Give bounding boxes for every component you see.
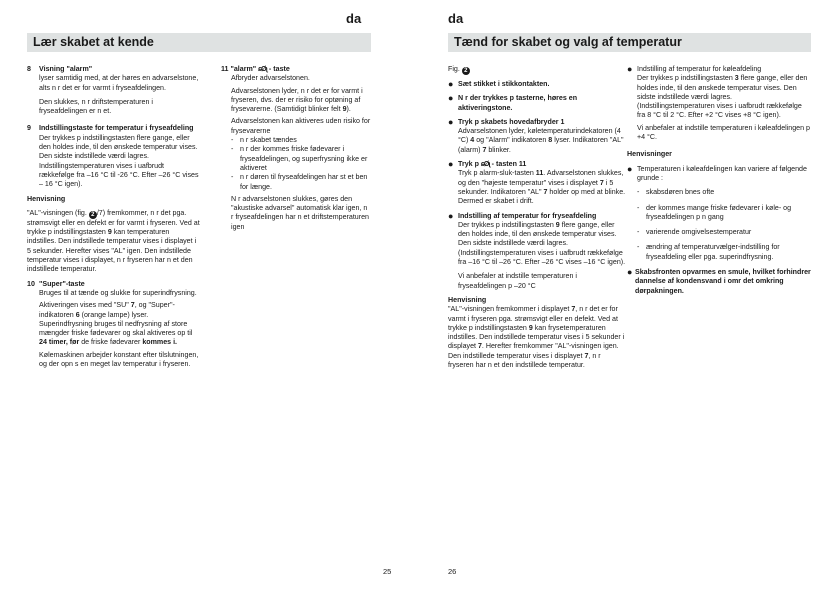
bullet-item: ● Tryk p skabets hovedafbryder 1 Advarselstonen lyder, køletemperaturindekatoren (4 °C) 4 og "Alarm" indikatoren 8 lyser. Indikatoren "AL" (alarm) 7 blinker. <box>448 116 624 154</box>
dash-item: - n r skabet tændes <box>231 136 297 145</box>
paragraph: lyser samtidig med, at der høres en advarselstone, alts n r det er for varmt i fryseafdelingen. <box>39 74 199 92</box>
item-title: "Super"-taste <box>39 279 85 288</box>
dash-item: - varierende omgivelsestemperatur <box>637 228 752 237</box>
figure-number-badge: 2 <box>89 211 97 219</box>
page-number: 26 <box>448 567 457 576</box>
dash-item: - ændring af temperaturvælger-indstilling for fryseafdeling eller pga. superindfrysning. <box>637 243 780 261</box>
alarm-off-icon: ɕØʅ <box>258 65 267 73</box>
dash-item: - der kommes mange friske fødevarer i køle- og fryseafdelingen p n gang <box>637 203 792 221</box>
dash-item: - n r der kommes friske fødevarer i fryseafdelingen, og superfrysning ikke er aktiveret <box>231 145 368 172</box>
paragraph: N r advarselstonen slukkes, gøres den "akustiske advarsel" automatisk klar igen, n r fryseafdelingen har n et driftstemperaturen igen <box>231 194 370 231</box>
paragraph: Vi anbefaler at indstille temperaturen i køleafdelingen p +4 °C. <box>637 123 810 142</box>
right-column-1 <box>448 65 626 375</box>
item-8 <box>27 65 200 124</box>
paragraph: Der trykkes p indstillingstasten flere gange, eller den holdes inde, til den ønskede temperatur vises. Den sidste indstillede værdi lagres. <box>39 133 198 161</box>
dash-item: - skabsdøren bnes ofte <box>637 188 715 197</box>
paragraph: Indstillingstemperaturen vises i uafbrudt rækkefølge fra –16 °C til -26 °C. Efter –26 °C vises – 16 °C igen). <box>39 161 199 189</box>
item-number: 9 <box>27 124 31 133</box>
paragraph: Bruges til at tænde og slukke for superindfrysning. <box>39 288 197 297</box>
item-title: Indstillingstaste for temperatur i fryseafdeling <box>39 124 194 133</box>
item-10: 10 "Super"-taste Bruges til at tænde og slukke for superindfrysning. Aktiveringen vises med "SU" 7, og "Super"-indikatoren 6 (orange lampe) lyser. Superindfrysning bruges til nedfrysning af store mængder friske fødevarer og skal aktiveres op til 24 timer, før de friske fødevarer kommes i. Kølemaskinen arbejder konstant efter tilslutningen, og der opn s en meget lav temperatur i fryseren. <box>27 279 199 369</box>
paragraph: Aktiveringen vises med "SU" 7, og "Super"-indikatoren 6 (orange lampe) lyser. Superindfrysning bruges til nedfrysning af store mængder friske fødevarer og skal aktiveres op til 24 timer, før de friske fødevarer kommes i. <box>39 301 193 347</box>
henvisning-heading: Henvisning <box>448 295 487 304</box>
henvisning-paragraph: "AL"-visningen (fig. 2 /7) fremkommer, n r det pga. strømsvigt eller en defekt er for varmt i fryseren. Ved at trykke p indstillingstasten 9 kan temperaturen indstilles. Den indstillede temperatur vises i displayet i 5 sekunder. Herefter vises "AL" igen. Den indstillede temperatur vises i displayet, n r fryseren har n et den indstillede temperatur. <box>27 208 200 274</box>
paragraph: Advarselstonen lyder, n r det er for varmt i fryseren, dvs. der er risiko for optøning af frysevarerne. (Samtidigt blinker felt 9). <box>231 86 363 114</box>
bullet-item: ● Temperaturen i køleafdelingen kan variere af følgende grunde : <box>627 163 807 182</box>
bullet-item: ● Tryk p ɕØʅ - tasten 11 Tryk p alarm-sluk-tasten 11. Advarselstonen slukkes, og den "højeste temperatur" vises i displayet 7 i 5 sekunder. Indikatoren "AL" 7 holder op med at blinke. Dermed er skabet i drift. <box>448 159 626 206</box>
paragraph: Den slukkes, n r driftstemperaturen i fryseafdelingen er n et. <box>39 97 153 116</box>
section-title: Lær skabet at kende <box>27 33 371 52</box>
paragraph: Afbryder advarselstonen. <box>231 74 310 83</box>
bullet-item: ● Skabsfronten opvarmes en smule, hvilket forhindrer dannelse af kondensvand i omr det omkring dørpakningen. <box>627 267 811 295</box>
figure-reference: Fig. 2 <box>448 65 626 75</box>
left-column-1 <box>27 65 200 374</box>
item-11-title: 11 "alarm" ɕØʅ - taste <box>221 65 290 73</box>
paragraph: Vi anbefaler at indstille temperaturen i fryseafdelingen p –20 °C <box>458 272 577 290</box>
paragraph: Advarselstonen kan aktiveres uden risiko for frysevarerne <box>231 117 371 135</box>
page-number: 25 <box>383 567 392 576</box>
bullet-item: ● N r der trykkes p tasterne, høres en aktiveringstone. <box>448 93 578 112</box>
item-9 <box>27 124 200 194</box>
henvisning-paragraph: "AL"-visningen fremkommer i displayet 7, n r det er for varmt i fryseren pga. strømsvigt eller en defekt. Ved at trykke p indstillingstasten 9 kan frysetemperaturen indstilles. Den indstillede temperatur vises i 5 sekunder i displayet 7. Herefter fremkommer "AL"-visningen igen. Den indstillede temperatur vises i displayet 7, n r fryseren har n et den indstillede temperatur. <box>448 305 625 370</box>
left-column-2 <box>221 65 371 237</box>
dash-item: - n r døren til fryseafdelingen har st et ben for længe. <box>231 173 368 191</box>
paragraph: Kølemaskinen arbejder konstant efter tilslutningen, og der opn s en meget lav temperatur i fryseren. <box>39 350 199 369</box>
language-code: da <box>448 11 464 26</box>
bullet-item: ● Indstilling af temperatur for køleafdeling Der trykkes p indstillingstasten 3 flere gange, eller den holdes inde, til den ønskede temperatur vises. Den sidste indstillede værdi lagres. (Indstillingstemperaturen vises i uafbrudt rækkefølge fra 8 °C til 2 °C. Efter +2 °C vises +8 °C igen). <box>627 64 808 120</box>
right-column-2 <box>627 65 811 301</box>
henvisning-heading: Henvisning <box>27 194 66 203</box>
section-title: Tænd for skabet og valg af temperatur <box>448 33 811 52</box>
henvisninger-heading: Henvisninger <box>627 150 672 159</box>
alarm-off-icon: ɕØʅ <box>480 160 490 169</box>
right-page <box>420 0 839 595</box>
figure-number-badge: 2 <box>462 67 470 75</box>
bullet-item: ● Sæt stikket i stikkontakten. <box>448 79 550 89</box>
item-number: 8 <box>27 65 31 73</box>
language-code: da <box>346 11 362 26</box>
item-title: Visning "alarm" <box>39 65 93 73</box>
bullet-item: ● Indstilling af temperatur for fryseafdeling Der trykkes p indstillingstasten 9 flere gange, eller den holdes inde, til den ønskede temperatur vises. Den sidste indstillede værdi lagres. (Indstillingstemperaturen vises i uafbrudt rækkefølge fra –16 °C til –26 °C. Efter –26 °C vises –16 °C igen). <box>448 210 626 267</box>
